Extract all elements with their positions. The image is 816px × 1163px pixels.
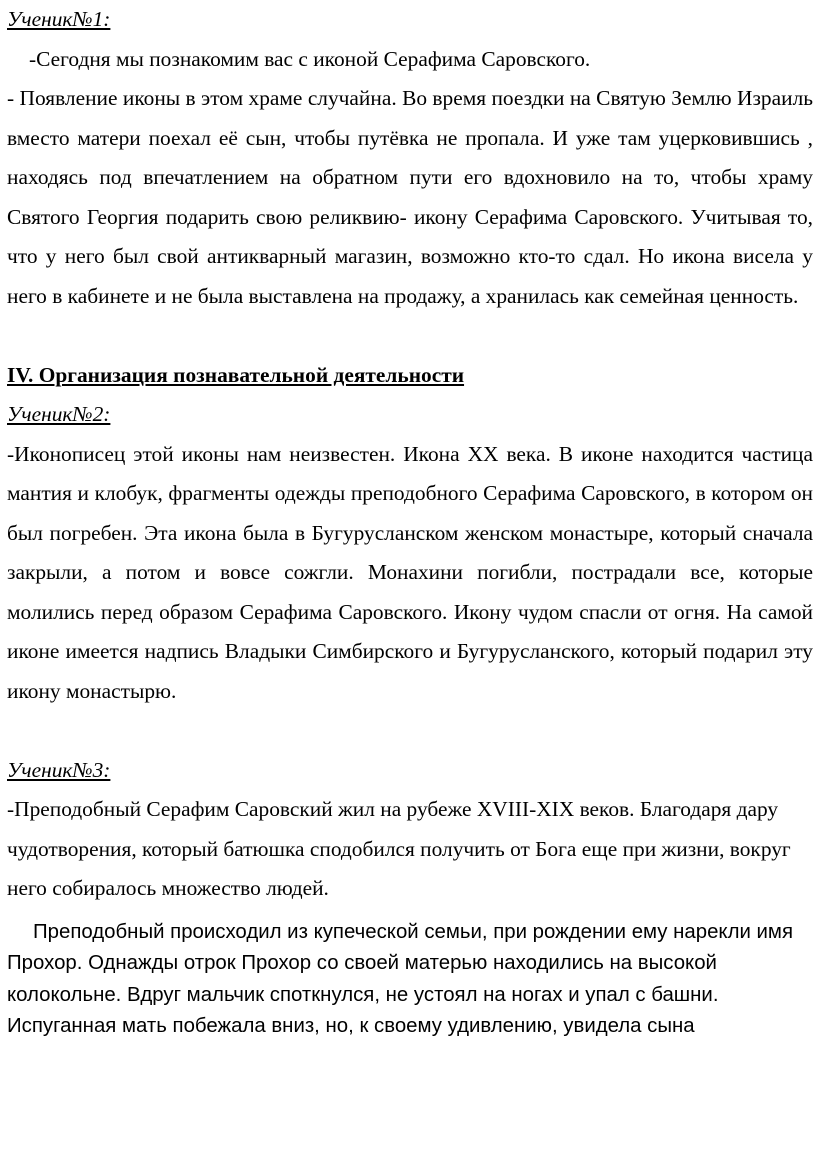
spacer [7, 909, 813, 917]
student1-history-paragraph: - Появление иконы в этом храме случайна. Во время поездки на Святую Землю Израиль вместо матери поехал её сын, чтобы путёвка не пропала. И уже там уцерковившись , находясь под впечатлением на обратном пути его вдохновило на то, чтобы храму Святого Георгия подарить свою реликвию- икону Серафима Саровского. Учитывая то, что у него был свой антикварный магазин, возможно кто-то сдал. Но икона висела у него в кабинете и не была выставлена на продажу, а хранилась как семейная ценность. [7, 86, 813, 308]
document-page [7, 0, 813, 1043]
student2-label: Ученик№2: [7, 402, 111, 426]
student3-story-paragraph: Преподобный происходил из купеческой семьи, при рождении ему нарекли имя Прохор. Однажды отрок Прохор со своей матерью находились на высокой колокольне. Вдруг мальчик споткнулся, не устоял на ногах и упал с башни. Испуганная мать побежала вниз, но, к своему удивлению, увидела сына [7, 920, 793, 1037]
student3-label: Ученик№3: [7, 757, 111, 782]
student1-intro-paragraph: -Сегодня мы познакомим вас с иконой Серафима Саровского. [29, 46, 591, 71]
student3-paragraph: -Преподобный Серафим Саровский жил на рубеже XVIII-XIX веков. Благодаря дару чудотворения, который батюшка сподобился получить от Бога еще при жизни, вокруг него собиралось множество людей. [7, 797, 791, 900]
spacer [7, 316, 813, 356]
spacer [7, 711, 813, 751]
student2-paragraph: -Иконописец этой иконы нам неизвестен. Икона XX века. В иконе находится частица мантия и клобук, фрагменты одежды преподобного Серафима Саровского, в котором он был погребен. Эта икона была в Бугурусланском женском монастыре, который сначала закрыли, а потом и вовсе сожгли. Монахини погибли, пострадали все, которые молились перед образом Серафима Саровского. Икону чудом спасли от огня. На самой иконе имеется надпись Владыки Симбирского и Бугурусланского, который подарил эту икону монастырю. [7, 441, 813, 703]
student1-label: Ученик№1: [7, 7, 111, 31]
section-heading: IV. Организация познавательной деятельности [7, 362, 465, 387]
